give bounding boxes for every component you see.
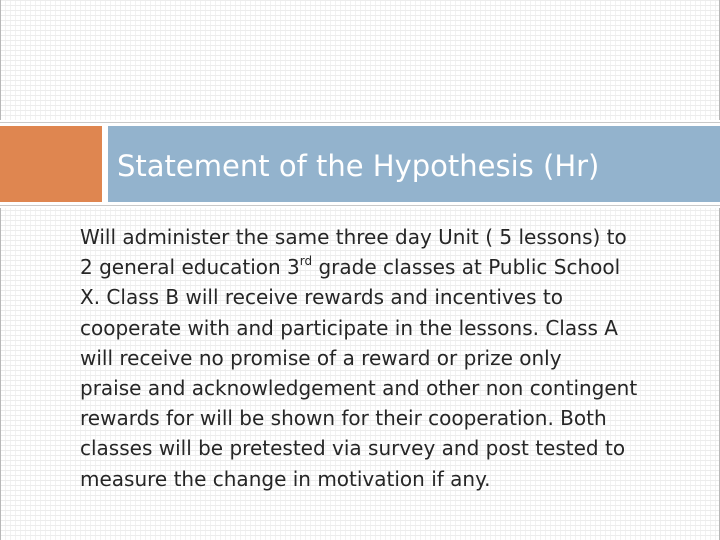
body-line-2 [80, 252, 720, 282]
body-line-2-start: 2 general education 3 [80, 255, 300, 280]
body-line-5: will receive no promise of a reward or prize only [80, 345, 562, 370]
body-line-7: rewards for will be shown for their cooperation. Both [80, 406, 607, 431]
body-line-2-end: grade classes at Public School [312, 255, 621, 280]
body-line-1: Will administer the same three day Unit ( 5 lessons) to [80, 225, 627, 249]
body-line-3: X. Class B will receive rewards and incentives to [80, 285, 563, 310]
body-line-9: measure the change in motivation if any. [80, 466, 491, 491]
accent-block [0, 126, 102, 202]
slide-title: Statement of the Hypothesis (Hr) [117, 149, 600, 183]
body-line-8: classes will be pretested via survey and post tested to [80, 436, 626, 461]
body-line-6: praise and acknowledgement and other non contingent [80, 375, 638, 400]
body-line-4: cooperate with and participate in the lessons. Class A [80, 315, 618, 340]
ordinal-superscript: rd [299, 254, 313, 269]
slide-left-border [0, 0, 1, 540]
slide-body [80, 222, 720, 494]
